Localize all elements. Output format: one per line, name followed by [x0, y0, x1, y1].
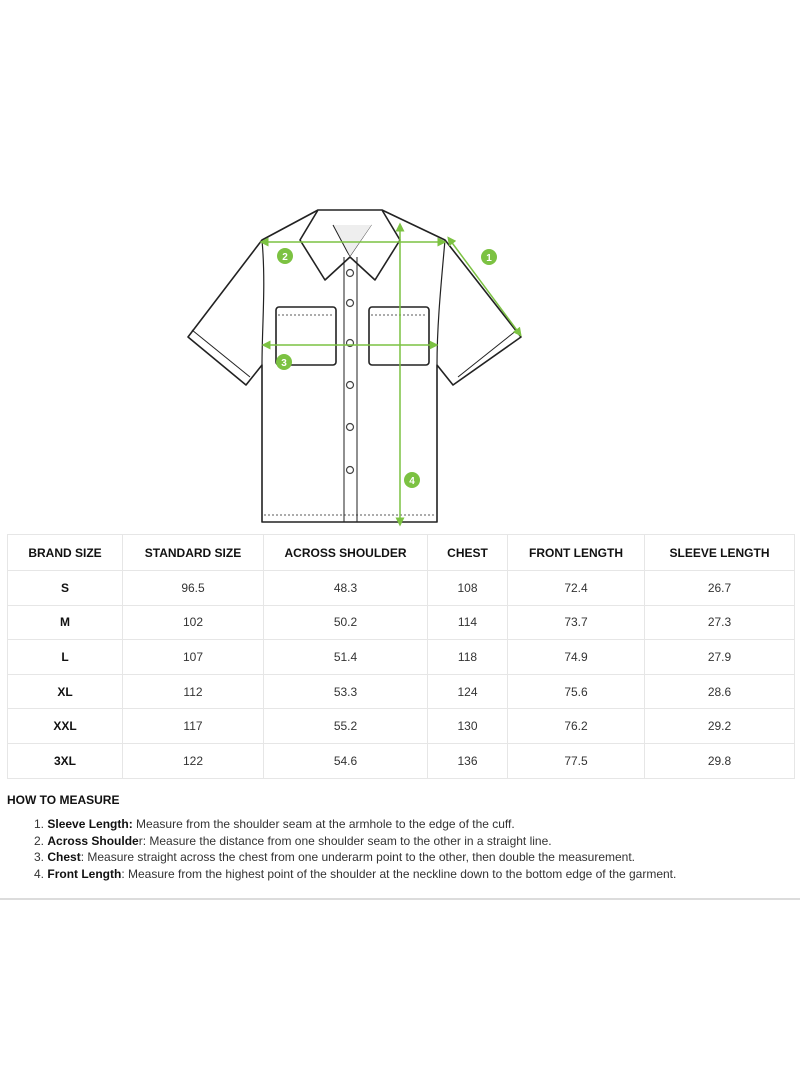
- marker-4: [404, 472, 420, 488]
- header-standard-size: STANDARD SIZE: [123, 535, 264, 571]
- list-item: [34, 849, 676, 866]
- svg-text:4: 4: [409, 476, 415, 487]
- how-to-measure-list: [34, 816, 676, 882]
- sleeve-length-cell: 26.7: [645, 571, 795, 606]
- item-text: r: Measure the distance from one shoulder seam to the other in a straight line.: [138, 833, 552, 848]
- across-shoulder-cell: 53.3: [264, 674, 428, 709]
- chest-cell: 136: [428, 743, 508, 778]
- shirt-measurement-diagram: [0, 195, 800, 530]
- across-shoulder-cell: 55.2: [264, 709, 428, 744]
- item-number: 4.: [34, 866, 45, 881]
- header-brand-size: BRAND SIZE: [8, 535, 123, 571]
- sleeve-length-cell: 27.3: [645, 605, 795, 640]
- sleeve-length-cell: 29.8: [645, 743, 795, 778]
- sleeve-length-cell: 28.6: [645, 674, 795, 709]
- chest-cell: 130: [428, 709, 508, 744]
- svg-text:2: 2: [282, 252, 288, 263]
- standard-size-cell: 102: [123, 605, 264, 640]
- size-chart-table: [7, 534, 795, 779]
- item-label: Across Shoulde: [47, 833, 139, 848]
- item-label: Sleeve Length:: [47, 817, 133, 831]
- list-item: [34, 833, 676, 850]
- chest-cell: 108: [428, 571, 508, 606]
- table-row: [8, 571, 795, 606]
- front-length-cell: 77.5: [508, 743, 645, 778]
- brand-size-cell: XL: [8, 674, 123, 709]
- header-front-length: FRONT LENGTH: [508, 535, 645, 571]
- table-row: [8, 605, 795, 640]
- front-length-cell: 76.2: [508, 709, 645, 744]
- how-to-measure-title: HOW TO MEASURE: [7, 793, 120, 807]
- sleeve-length-cell: 27.9: [645, 640, 795, 675]
- marker-3: [276, 354, 292, 370]
- marker-1: [481, 249, 497, 265]
- brand-size-cell: 3XL: [8, 743, 123, 778]
- brand-size-cell: L: [8, 640, 123, 675]
- item-number: 3.: [34, 850, 45, 865]
- chest-cell: 124: [428, 674, 508, 709]
- marker-2: [277, 248, 293, 264]
- table-row: [8, 640, 795, 675]
- item-text: : Measure straight across the chest from one underarm point to the other, then double the measurement.: [80, 850, 636, 865]
- svg-text:1: 1: [486, 253, 492, 264]
- across-shoulder-cell: 48.3: [264, 571, 428, 606]
- across-shoulder-cell: 51.4: [264, 640, 428, 675]
- header-sleeve-length: SLEEVE LENGTH: [645, 535, 795, 571]
- item-label: Front Length: [47, 866, 122, 881]
- list-item: [34, 866, 676, 883]
- table-row: [8, 674, 795, 709]
- standard-size-cell: 96.5: [123, 571, 264, 606]
- brand-size-cell: S: [8, 571, 123, 606]
- item-text: Measure from the shoulder seam at the armhole to the edge of the cuff.: [132, 817, 515, 831]
- sleeve-length-cell: 29.2: [645, 709, 795, 744]
- front-length-cell: 75.6: [508, 674, 645, 709]
- front-length-cell: 74.9: [508, 640, 645, 675]
- table-header-row: [8, 535, 795, 571]
- shirt-outline: [188, 210, 521, 522]
- chest-cell: 114: [428, 605, 508, 640]
- item-label: Chest: [47, 850, 81, 865]
- header-chest: CHEST: [428, 535, 508, 571]
- item-text: : Measure from the highest point of the shoulder at the neckline down to the bottom edge of the garment.: [121, 866, 677, 881]
- across-shoulder-cell: 50.2: [264, 605, 428, 640]
- across-shoulder-cell: 54.6: [264, 743, 428, 778]
- table-row: [8, 743, 795, 778]
- list-item: [34, 816, 676, 833]
- standard-size-cell: 122: [123, 743, 264, 778]
- front-length-cell: 72.4: [508, 571, 645, 606]
- brand-size-cell: XXL: [8, 709, 123, 744]
- bottom-divider: [0, 898, 800, 900]
- header-across-shoulder: ACROSS SHOULDER: [264, 535, 428, 571]
- brand-size-cell: M: [8, 605, 123, 640]
- chest-cell: 118: [428, 640, 508, 675]
- standard-size-cell: 107: [123, 640, 264, 675]
- front-length-cell: 73.7: [508, 605, 645, 640]
- item-number: 2.: [34, 833, 45, 848]
- svg-text:3: 3: [281, 358, 287, 369]
- standard-size-cell: 117: [123, 709, 264, 744]
- item-number: 1.: [34, 817, 45, 831]
- standard-size-cell: 112: [123, 674, 264, 709]
- table-row: [8, 709, 795, 744]
